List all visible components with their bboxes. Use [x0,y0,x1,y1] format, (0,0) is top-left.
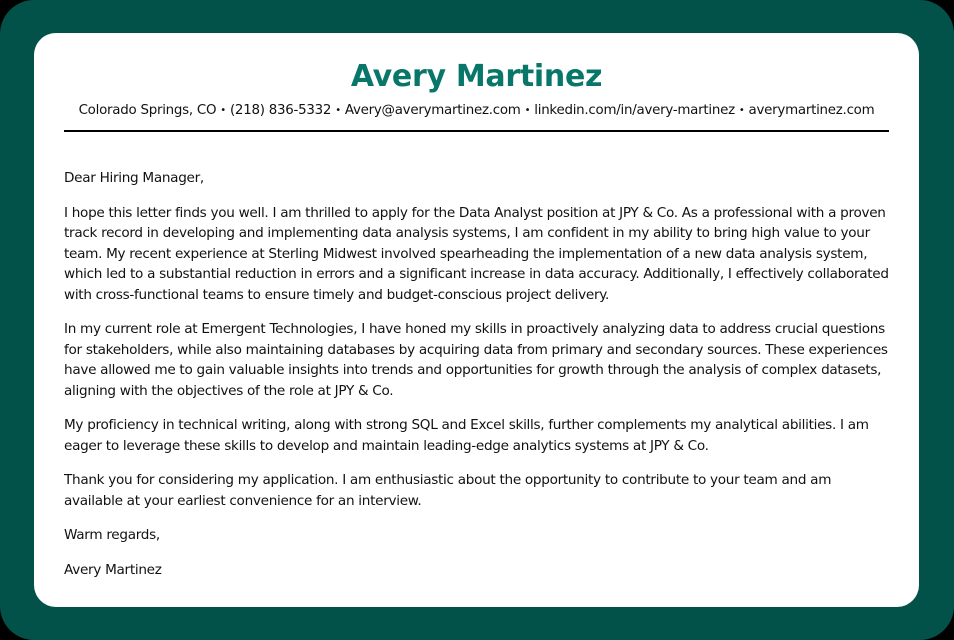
letter-greeting: Dear Hiring Manager, [64,170,204,186]
separator-dot-icon: • [220,105,226,116]
contact-email[interactable]: Avery@averymartinez.com [344,103,521,118]
letter-paragraph-4: Thank you for considering my application. I am enthusiastic about the opportunity to contribute to your team and am available at your earliest convenience for an interview. [64,472,832,509]
cover-letter-card [34,33,919,607]
letter-closing: Warm regards, [64,527,160,543]
letter-signature: Avery Martinez [64,561,162,578]
contact-line [64,101,889,122]
letter-paragraph-3: My proficiency in technical writing, along with strong SQL and Excel skills, further complements my analytical abilities. I am eager to leverage these skills to develop and maintain leading-edge analytics systems at JPY & Co. [64,417,869,454]
letter-body [64,168,889,580]
contact-linkedin[interactable]: linkedin.com/in/avery-martinez [534,103,735,118]
separator-dot-icon: • [524,105,531,116]
header-divider [64,130,889,132]
letter-paragraph-1: I hope this letter finds you well. I am thrilled to apply for the Data Analyst position at JPY & Co. As a professional with a proven track record in developing and implementing data analysis systems, I am confident in my ability to bring high value to your team. My recent experience at Sterling Midwest involved spearheading the implementation of a new data analysis system, which led to a substantial reduction in errors and a significant increase in data accuracy. Additionally, I effectively collaborated with cross-functional teams to ensure timely and budget-conscious project delivery. [64,204,889,303]
contact-phone: (218) 836-5332 [229,103,332,118]
contact-website[interactable]: averymartinez.com [748,103,875,118]
applicant-name: Avery Martinez [350,59,603,94]
separator-dot-icon: • [335,105,341,116]
letter-paragraph-2: In my current role at Emergent Technologies, I have honed my skills in proactively analyzing data to address crucial questions for stakeholders, while also maintaining databases by acquiring data from primary and secondary sources. These experiences have allowed me to gain valuable insights into trends and opportunities for growth through the analysis of complex datasets, aligning with the objectives of the role at JPY & Co. [64,321,888,399]
separator-dot-icon: • [738,105,745,116]
contact-location: Colorado Springs, CO [78,103,217,118]
